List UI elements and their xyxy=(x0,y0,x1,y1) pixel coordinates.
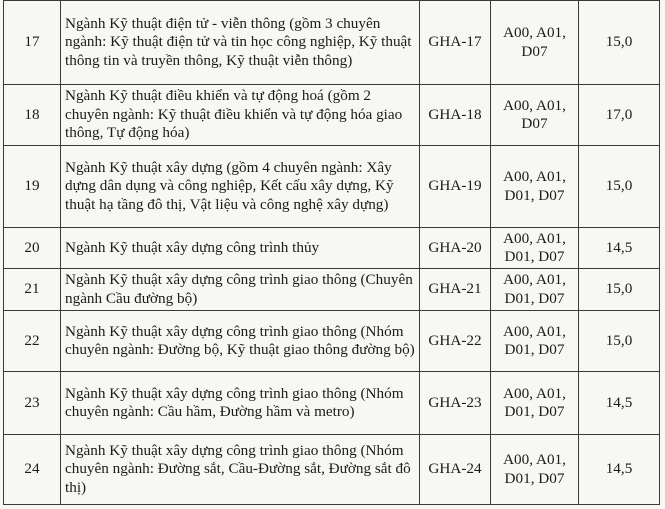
major-name: Ngành Kỹ thuật xây dựng công trình giao thông (Nhóm chuyên ngành: Đường bộ, Kỹ thuật giao thông đường bộ) xyxy=(61,311,420,372)
subject-combination-line-2: D07 xyxy=(521,42,548,60)
subject-combination xyxy=(491,228,579,269)
table-row xyxy=(4,372,660,435)
table-row xyxy=(4,311,660,372)
major-code: GHA-18 xyxy=(420,85,491,146)
subject-combination-line-1: A00, A01, xyxy=(503,322,566,340)
table-row xyxy=(4,269,660,311)
subject-combination-line-1: A00, A01, xyxy=(503,24,566,41)
row-number: 23 xyxy=(4,372,61,435)
major-name: Ngành Kỹ thuật xây dựng công trình thủy xyxy=(61,228,420,269)
row-number: 21 xyxy=(4,269,61,311)
subject-combination-line-2: D01, D07 xyxy=(504,186,565,204)
major-name: Ngành Kỹ thuật xây dựng công trình giao thông (Chuyên ngành Cầu đường bộ) xyxy=(61,269,420,311)
benchmark-score: 15,0 xyxy=(579,146,660,228)
table-row xyxy=(4,85,660,146)
major-code: GHA-19 xyxy=(420,146,491,228)
major-name: Ngành Kỹ thuật xây dựng công trình giao thông (Nhóm chuyên ngành: Đường sắt, Cầu-Đường sắt, Đường sắt đô thị) xyxy=(61,435,420,505)
subject-combination-line-1: A00, A01, xyxy=(503,229,566,247)
row-number: 18 xyxy=(4,85,61,146)
subject-combination xyxy=(491,85,579,146)
row-number: 19 xyxy=(4,146,61,228)
row-number: 20 xyxy=(4,228,61,269)
admission-score-table xyxy=(3,0,660,505)
table-row xyxy=(4,146,660,228)
major-code: GHA-20 xyxy=(420,228,491,269)
subject-combination xyxy=(491,269,579,311)
subject-combination xyxy=(491,146,579,228)
table-row xyxy=(4,1,660,85)
subject-combination-line-2: D01, D07 xyxy=(504,469,565,487)
benchmark-score: 15,0 xyxy=(579,1,660,85)
subject-combination-line-2: D01, D07 xyxy=(504,403,565,420)
major-code: GHA-23 xyxy=(420,372,491,435)
subject-combination-line-2: D01, D07 xyxy=(504,248,565,265)
subject-combination-line-1: A00, A01, xyxy=(503,168,566,185)
benchmark-score: 14,5 xyxy=(579,228,660,269)
major-code: GHA-21 xyxy=(420,269,491,311)
subject-combination-line-1: A00, A01, xyxy=(503,96,566,114)
benchmark-score: 14,5 xyxy=(579,435,660,505)
subject-combination xyxy=(491,311,579,372)
benchmark-score: 15,0 xyxy=(579,311,660,372)
subject-combination-line-2: D01, D07 xyxy=(504,289,565,307)
benchmark-score: 14,5 xyxy=(579,372,660,435)
row-number: 22 xyxy=(4,311,61,372)
row-number: 17 xyxy=(4,1,61,85)
benchmark-score: 15,0 xyxy=(579,269,660,311)
table-row xyxy=(4,435,660,505)
subject-combination-line-1: A00, A01, xyxy=(503,271,566,288)
major-name: Ngành Kỹ thuật điện tử - viễn thông (gồm 3 chuyên ngành: Kỹ thuật điện tử và tin học công nghiệp, Kỹ thuật thông tin và truyền thông, Kỹ thuật viễn thông) xyxy=(61,1,420,85)
major-code: GHA-22 xyxy=(420,311,491,372)
table-row xyxy=(4,228,660,269)
row-number: 24 xyxy=(4,435,61,505)
benchmark-score: 17,0 xyxy=(579,85,660,146)
subject-combination-line-2: D07 xyxy=(521,115,548,132)
subject-combination-line-1: A00, A01, xyxy=(503,384,566,402)
subject-combination-line-2: D01, D07 xyxy=(504,341,565,358)
major-code: GHA-17 xyxy=(420,1,491,85)
major-code: GHA-24 xyxy=(420,435,491,505)
subject-combination xyxy=(491,435,579,505)
major-name: Ngành Kỹ thuật xây dựng công trình giao thông (Nhóm chuyên ngành: Cầu hầm, Đường hầm và metro) xyxy=(61,372,420,435)
major-name: Ngành Kỹ thuật điều khiển và tự động hoá (gồm 2 chuyên ngành: Kỹ thuật điều khiển và tự động hóa giao thông, Tự động hóa) xyxy=(61,85,420,146)
major-name: Ngành Kỹ thuật xây dựng (gồm 4 chuyên ngành: Xây dựng dân dụng và công nghiệp, Kết cấu xây dựng, Kỹ thuật hạ tầng đô thị, Vật liệu và công nghệ xây dựng) xyxy=(61,146,420,228)
subject-combination-line-1: A00, A01, xyxy=(503,451,566,468)
subject-combination xyxy=(491,372,579,435)
subject-combination xyxy=(491,1,579,85)
